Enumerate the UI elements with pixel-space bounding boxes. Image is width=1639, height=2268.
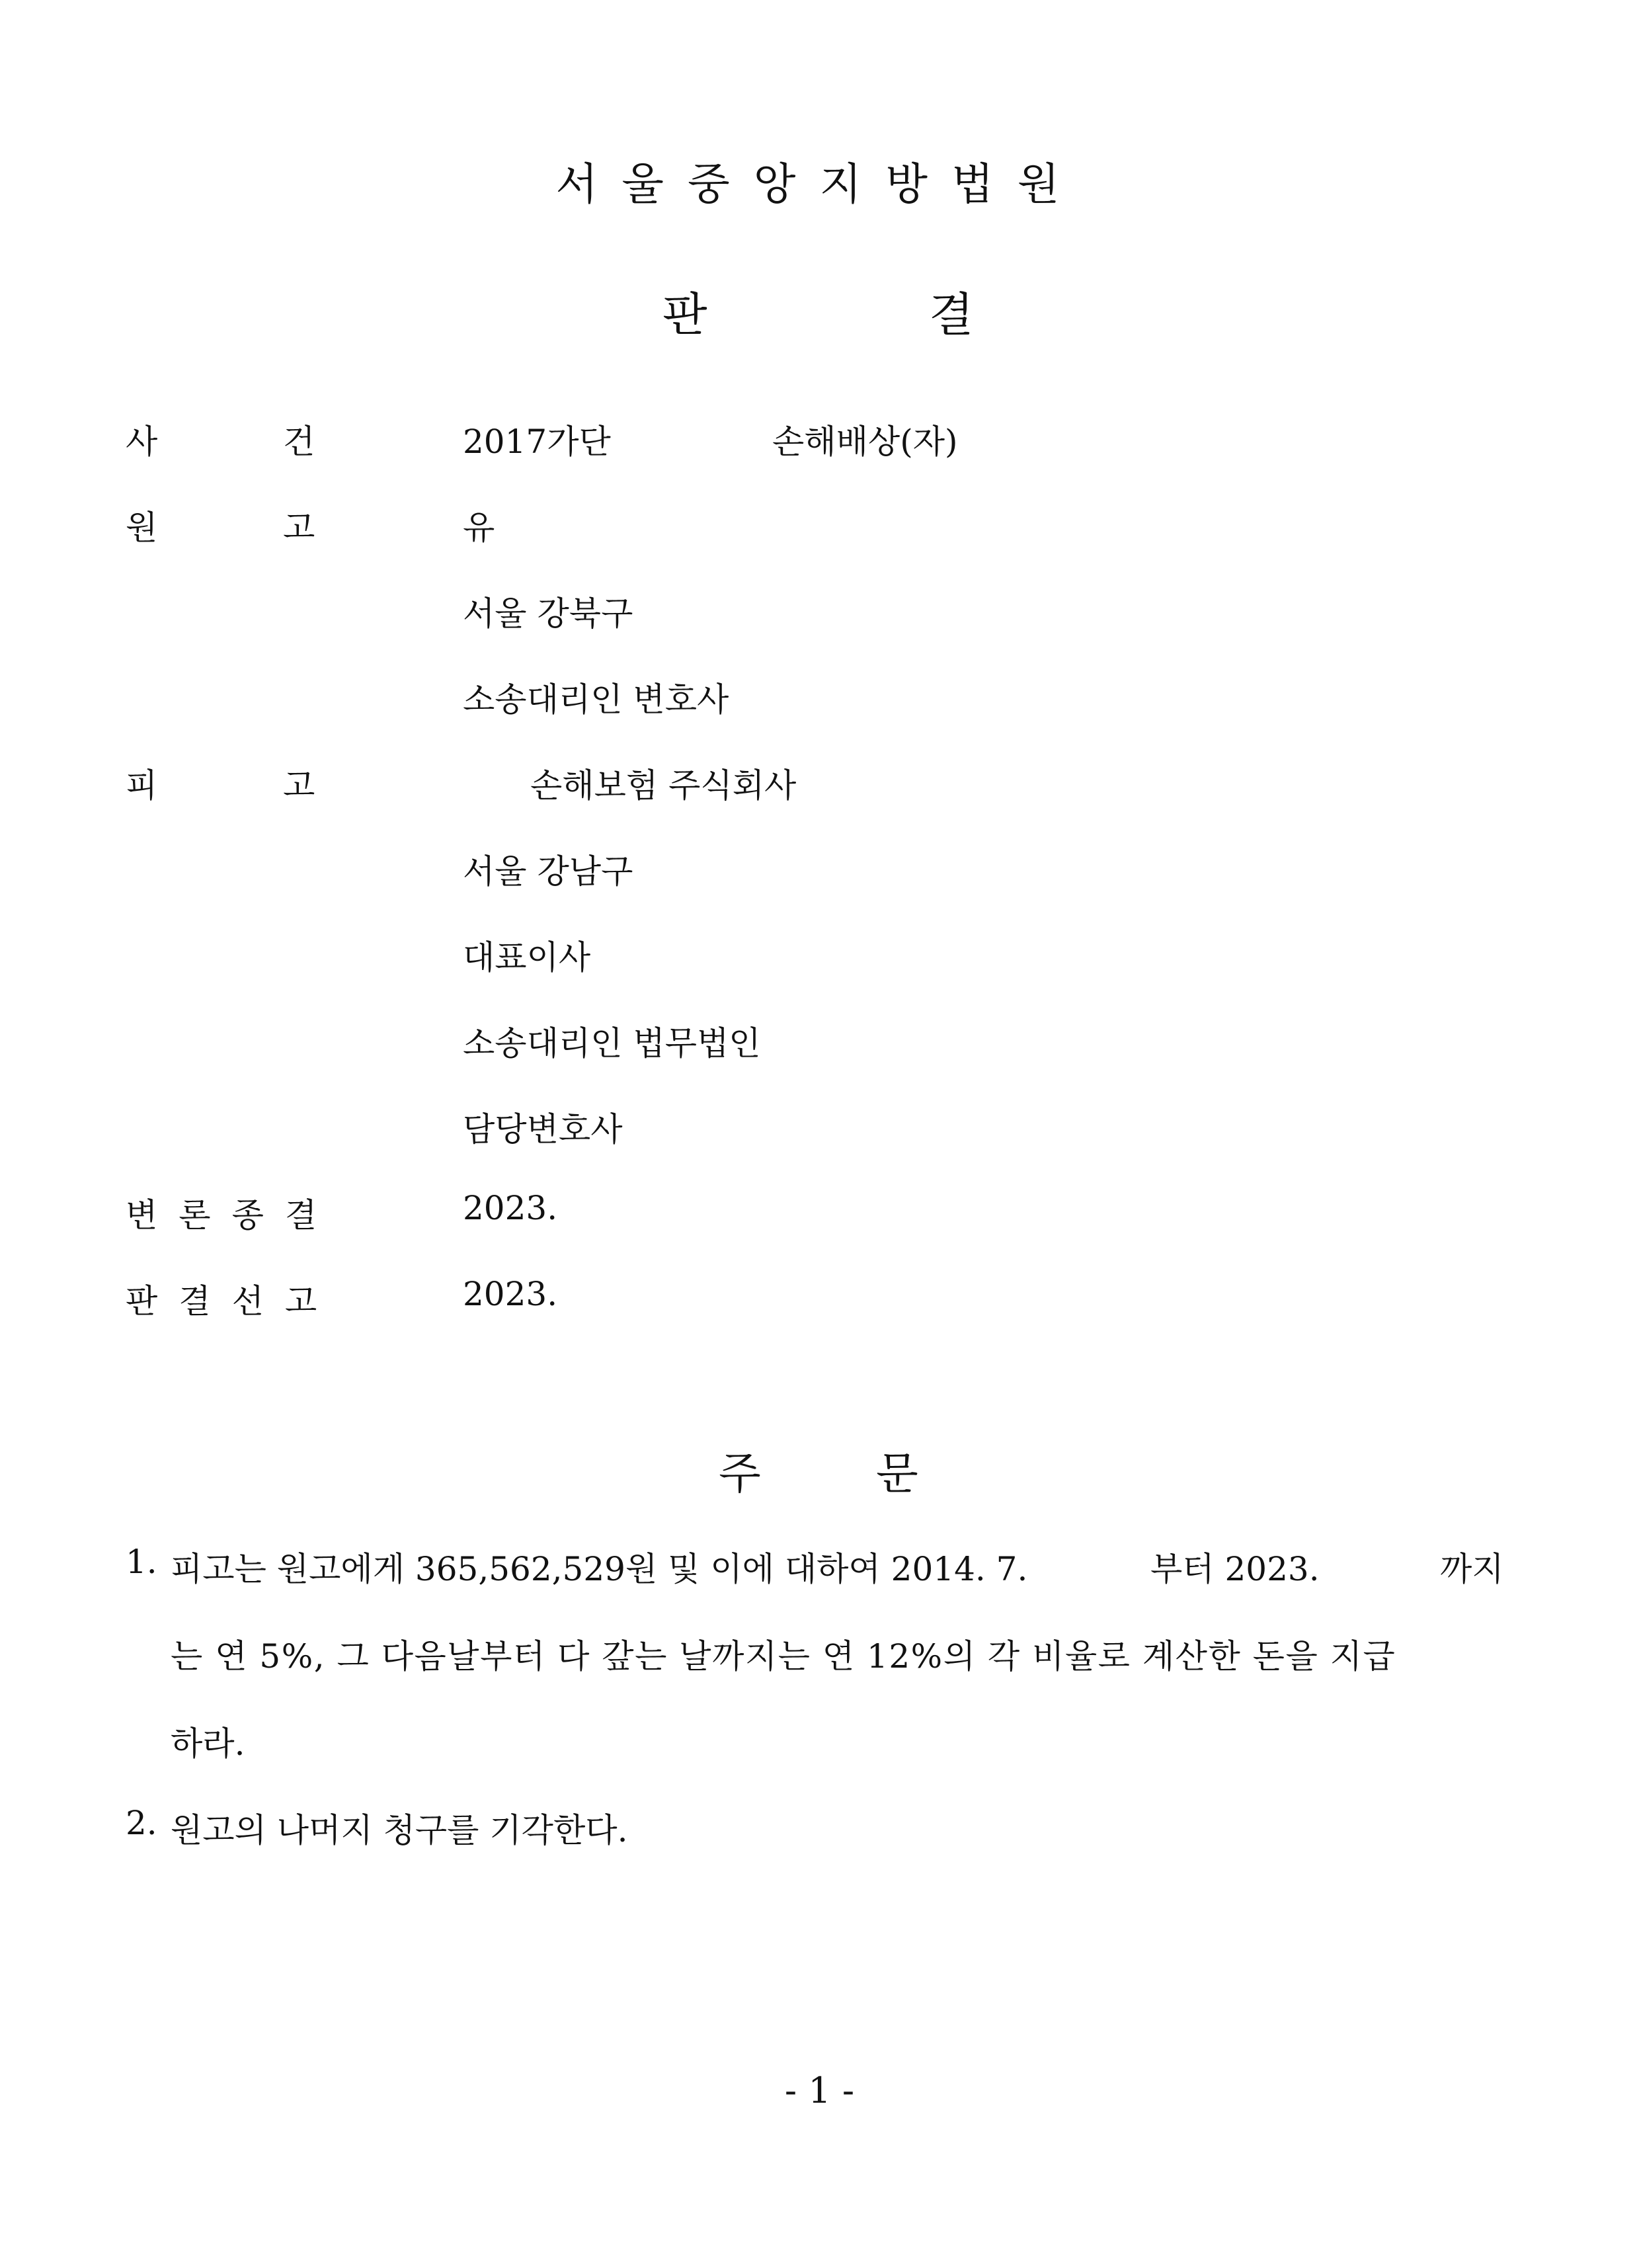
order-title-char-1: 주 <box>719 1448 761 1499</box>
order-title-char-2: 문 <box>876 1448 918 1499</box>
closing-date-label: 변론종결 <box>126 1196 339 1235</box>
case-number: 2017가단 <box>463 423 611 461</box>
order-item-1-line-1c: 까지 <box>1440 1550 1504 1588</box>
plaintiff-label-2: 고 <box>283 508 315 547</box>
order-item-1-line-1b: 부터 2023. <box>1150 1550 1320 1588</box>
defendant-label-1: 피 <box>126 766 158 805</box>
plaintiff-name: 유 <box>463 508 495 547</box>
page-number: - 1 - <box>784 2070 855 2111</box>
defendant-representative: 대표이사 <box>463 938 591 977</box>
defendant-attorney: 담당변호사 <box>463 1110 623 1149</box>
order-item-2-number: 2. <box>126 1804 157 1842</box>
order-item-1-line-1a: 피고는 원고에게 365,562,529원 및 이에 대하여 2014. 7. <box>171 1550 1028 1588</box>
closing-date-value: 2023. <box>463 1189 558 1227</box>
case-label-1: 사 <box>126 423 158 461</box>
plaintiff-counsel: 소송대리인 변호사 <box>463 680 729 719</box>
order-item-1-line-2: 는 연 5%, 그 다음날부터 다 갚는 날까지는 연 12%의 각 비율로 계산한 돈을 지급 <box>171 1637 1396 1676</box>
plaintiff-address: 서울 강북구 <box>463 594 633 633</box>
order-item-2-text: 원고의 나머지 청구를 기각한다. <box>171 1811 628 1849</box>
defendant-address: 서울 강남구 <box>463 852 633 891</box>
document-type-char-2: 결 <box>929 288 974 342</box>
court-name: 서울중앙지방법원 <box>555 159 1084 210</box>
decision-date-label: 판결선고 <box>126 1282 339 1320</box>
case-label-2: 건 <box>283 423 315 461</box>
defendant-counsel: 소송대리인 법무법인 <box>463 1024 761 1063</box>
order-item-1-line-3: 하라. <box>171 1724 245 1763</box>
defendant-name: 손해보험 주식회사 <box>530 766 797 805</box>
defendant-label-2: 고 <box>283 766 315 805</box>
order-item-1-number: 1. <box>126 1543 157 1581</box>
case-name: 손해배상(자) <box>772 423 958 461</box>
plaintiff-label-1: 원 <box>126 508 158 547</box>
document-type-char-1: 판 <box>662 288 707 342</box>
decision-date-value: 2023. <box>463 1275 558 1313</box>
